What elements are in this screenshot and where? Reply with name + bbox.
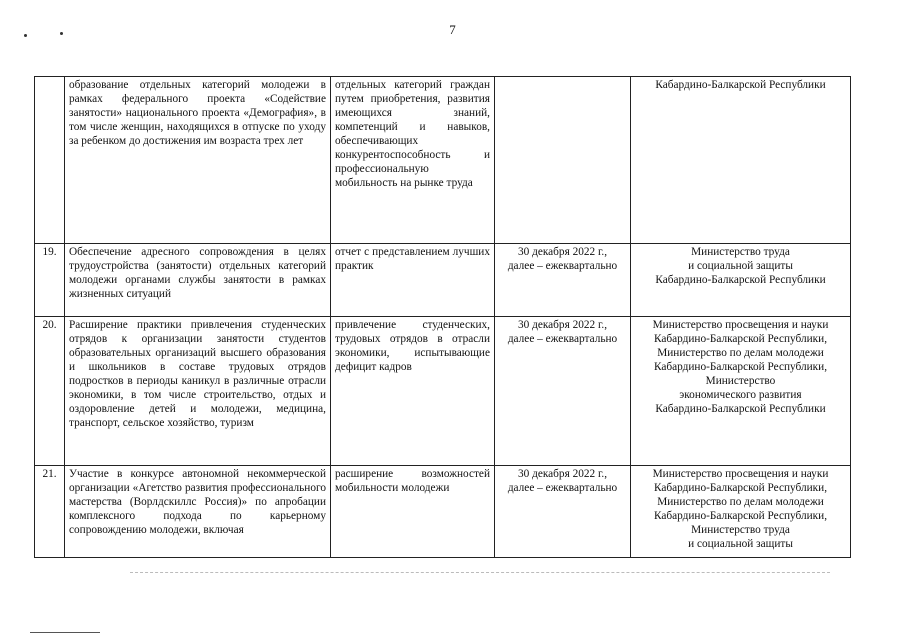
executor-line: экономического развития [679, 389, 802, 401]
executor-line: Кабардино-Балкарской Республики [655, 274, 826, 286]
deadline-line: 30 декабря 2022 г., [517, 319, 608, 331]
table-row [35, 317, 851, 466]
executor-line: Кабардино-Балкарской Республики, [653, 361, 828, 373]
executor-line: Кабардино-Балкарской Республики, [653, 333, 828, 345]
executor-line: Министерство [705, 375, 776, 387]
deadline-cell [495, 317, 631, 466]
table-row [35, 77, 851, 244]
row-number: 20. [35, 317, 65, 466]
executor-line: Министерство просвещения и науки [652, 319, 829, 331]
scan-artifact-line [130, 572, 830, 573]
executors-cell [631, 466, 851, 558]
scan-artifact-line [30, 632, 100, 633]
executor-line: Кабардино-Балкарской Республики [655, 79, 826, 91]
row-number: 21. [35, 466, 65, 558]
executor-line: Кабардино-Балкарской Республики, [653, 510, 828, 522]
result-cell: отдельных категорий граждан путем приобретения, развития имеющихся знаний, компетенций и навыков, обеспечивающих конкурентоспособность и профессиональную мобильность на рынке труда [331, 77, 495, 244]
table-row [35, 244, 851, 317]
page-number: 7 [449, 22, 456, 37]
deadline-cell [495, 466, 631, 558]
executor-line: Министерство труда [691, 524, 790, 536]
measure-cell: Участие в конкурсе автономной некоммерческой организации «Агетство развития профессионального мастерства (Ворлдскиллс Россия)» по апробации комплексного подхода по карьерному сопровождению молодежи, включая [65, 466, 331, 558]
executor-line: и социальной защиты [688, 538, 793, 550]
executor-line: Министерство по делам молодежи [657, 496, 824, 508]
deadline-line: 30 декабря 2022 г., [517, 468, 608, 480]
result-cell: привлечение студенческих, трудовых отрядов в отрасли экономики, испытывающие дефицит кадров [331, 317, 495, 466]
executors-cell [631, 77, 851, 244]
executor-line: Кабардино-Балкарской Республики, [653, 482, 828, 494]
measure-cell: образование отдельных категорий молодежи в рамках федерального проекта «Содействие занятости» национального проекта «Демография», в том числе женщин, находящихся в отпуске по уходу за ребенком до достижения им возраста трех лет [65, 77, 331, 244]
result-cell: расширение возможностей мобильности молодежи [331, 466, 495, 558]
row-number: 19. [35, 244, 65, 317]
executors-cell [631, 317, 851, 466]
deadline-line: далее – ежеквартально [507, 260, 618, 272]
executor-line: Министерство по делам молодежи [657, 347, 824, 359]
measure-cell: Обеспечение адресного сопровождения в целях трудоустройства (занятости) отдельных категорий молодежи органами службы занятости в рамках жизненных ситуаций [65, 244, 331, 317]
executor-line: Министерство просвещения и науки [652, 468, 829, 480]
table-row [35, 466, 851, 558]
executors-cell [631, 244, 851, 317]
measure-cell: Расширение практики привлечения студенческих отрядов к организации занятости студентов образовательных организаций высшего образования и школьников в составе трудовых отрядов подростков в периоды каникул в различные отрасли экономики, в том числе строительство, отдых и оздоровление детей и молодежи, медицина, транспорт, сельское хозяйство, туризм [65, 317, 331, 466]
executor-line: Кабардино-Балкарской Республики [655, 403, 826, 415]
deadline-cell [495, 244, 631, 317]
result-cell: отчет с представлением лучших практик [331, 244, 495, 317]
deadline-line: 30 декабря 2022 г., [517, 246, 608, 258]
measures-table [34, 76, 851, 558]
deadline-line: далее – ежеквартально [507, 482, 618, 494]
deadline-line: далее – ежеквартально [507, 333, 618, 345]
executor-line: Министерство труда [691, 246, 790, 258]
deadline-cell [495, 77, 631, 244]
executor-line: и социальной защиты [688, 260, 793, 272]
row-number [35, 77, 65, 244]
